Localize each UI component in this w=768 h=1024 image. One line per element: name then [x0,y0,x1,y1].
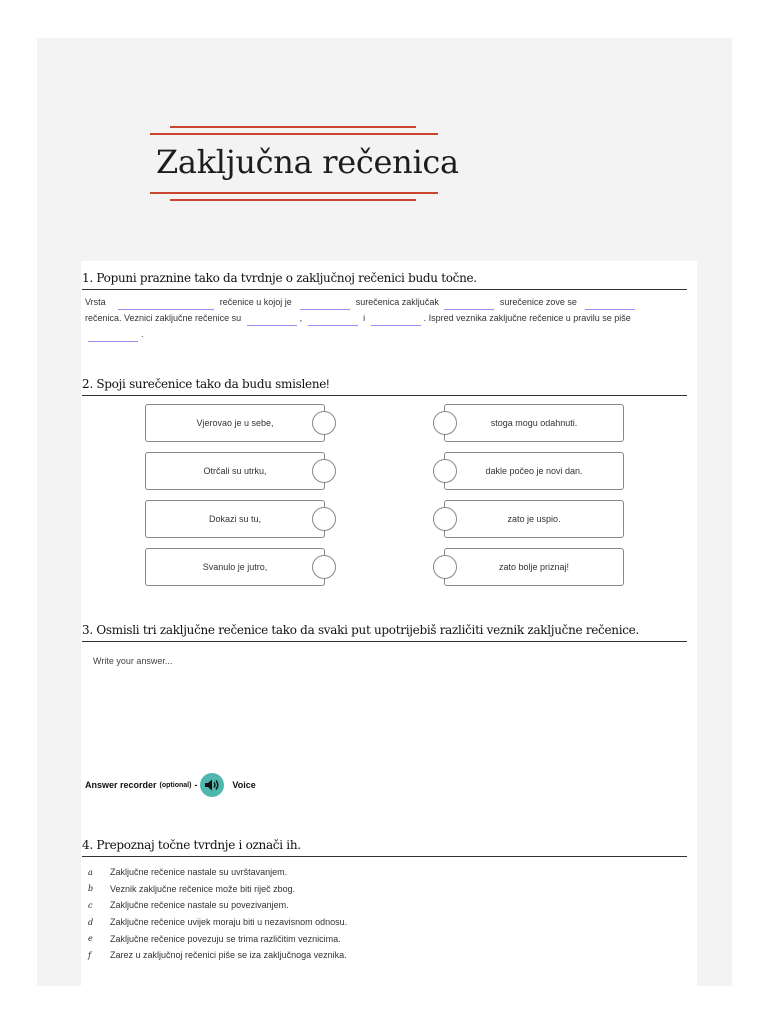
option-item[interactable] [88,864,347,881]
option-item[interactable] [88,930,347,947]
match-right-item[interactable] [444,404,624,442]
blank-input[interactable] [308,314,358,326]
option-letter: f [88,950,91,960]
match-text: Dokazi su tu, [208,514,262,524]
connector-handle[interactable] [433,411,457,435]
match-left-item[interactable] [145,548,325,586]
title-rule [150,192,438,194]
blank-input[interactable] [118,298,214,310]
question-3-heading: 3. Osmisli tri zaključne rečenice tako da svaki put upotrijebiš različiti veznik zaključne rečenice. [82,623,687,642]
option-text: Zaključne rečenice povezuju se trima različitim veznicima. [110,933,341,944]
match-text: Otrčali su utrku, [203,466,267,476]
q2-heading-text: 2. Spoji surečenice tako da budu smislene [82,377,327,391]
q2-heading-mark: ! [326,377,330,391]
title-rule [170,126,416,128]
connector-handle[interactable] [312,507,336,531]
recorder-label: Answer recorder [85,780,157,790]
option-letter: c [88,900,93,910]
option-item[interactable] [88,897,347,914]
option-text: Veznik zaključne rečenice može biti riječ zbog. [110,883,296,894]
q1-text: rečenice u kojoj je [219,297,292,307]
answer-input[interactable]: Write your answer... [93,656,173,666]
q1-text: Vrsta [85,297,106,307]
option-item[interactable] [88,881,347,898]
question-4-heading: 4. Prepoznaj točne tvrdnje i označi ih. [82,838,687,857]
option-letter: e [88,934,93,944]
blank-input[interactable] [371,314,421,326]
speaker-icon[interactable] [200,773,224,797]
option-text: Zarez u zaključnoj rečenici piše se iza zaključnoga veznika. [110,950,347,961]
question-2-heading [82,377,687,396]
blank-input[interactable] [247,314,297,326]
match-text: stoga mogu odahnuti. [490,418,578,428]
blank-input[interactable] [585,298,635,310]
match-right-item[interactable] [444,452,624,490]
connector-handle[interactable] [312,411,336,435]
blank-input[interactable] [88,330,138,342]
speaker-glyph [204,778,220,792]
match-right-item[interactable] [444,548,624,586]
q1-text: surečenica zaključak [355,297,439,307]
match-left-item[interactable] [145,452,325,490]
answer-recorder [85,772,256,798]
blank-input[interactable] [300,298,350,310]
title-rule [150,133,438,135]
option-text: Zaključne rečenice nastale su uvrštavanjem. [110,867,288,878]
match-left-item[interactable] [145,500,325,538]
connector-handle[interactable] [433,507,457,531]
option-letter: b [88,884,94,894]
q1-text: i [363,313,366,323]
connector-handle[interactable] [433,555,457,579]
question-1-heading: 1. Popuni praznine tako da tvrdnje o zaključnoj rečenici budu točne. [82,271,687,290]
q1-text: . [141,329,144,339]
match-right-item[interactable] [444,500,624,538]
voice-button[interactable]: Voice [232,780,256,790]
match-text: zato bolje priznaj! [498,562,570,572]
match-text: Vjerovao je u sebe, [196,418,274,428]
match-text: Svanulo je jutro, [202,562,268,572]
option-letter: d [88,917,94,927]
connector-handle[interactable] [312,555,336,579]
blank-input[interactable] [444,298,494,310]
option-text: Zaključne rečenice uvijek moraju biti u nezavisnom odnosu. [110,917,348,928]
page-title: Zaključna rečenica [156,143,459,181]
title-rule [170,199,416,201]
recorder-dash: - [194,780,198,790]
options-list [88,864,347,964]
match-text: dakle počeo je novi dan. [485,466,583,476]
option-item[interactable] [88,947,347,964]
q1-text: , [299,313,303,323]
option-item[interactable] [88,914,347,931]
option-letter: a [88,867,93,877]
q1-text: rečenica. Veznici zaključne rečenice su [85,313,242,323]
q1-text: surečenice zove se [499,297,577,307]
match-text: zato je uspio. [507,514,561,524]
question-1-text [85,294,685,342]
connector-handle[interactable] [312,459,336,483]
option-text: Zaključne rečenice nastale su povezivanjem. [110,900,289,911]
q1-text: . Ispred veznika zaključne rečenice u pravilu se piše [423,313,631,323]
title-block [150,126,459,204]
connector-handle[interactable] [433,459,457,483]
match-left-item[interactable] [145,404,325,442]
recorder-optional: (optional) [159,781,192,789]
